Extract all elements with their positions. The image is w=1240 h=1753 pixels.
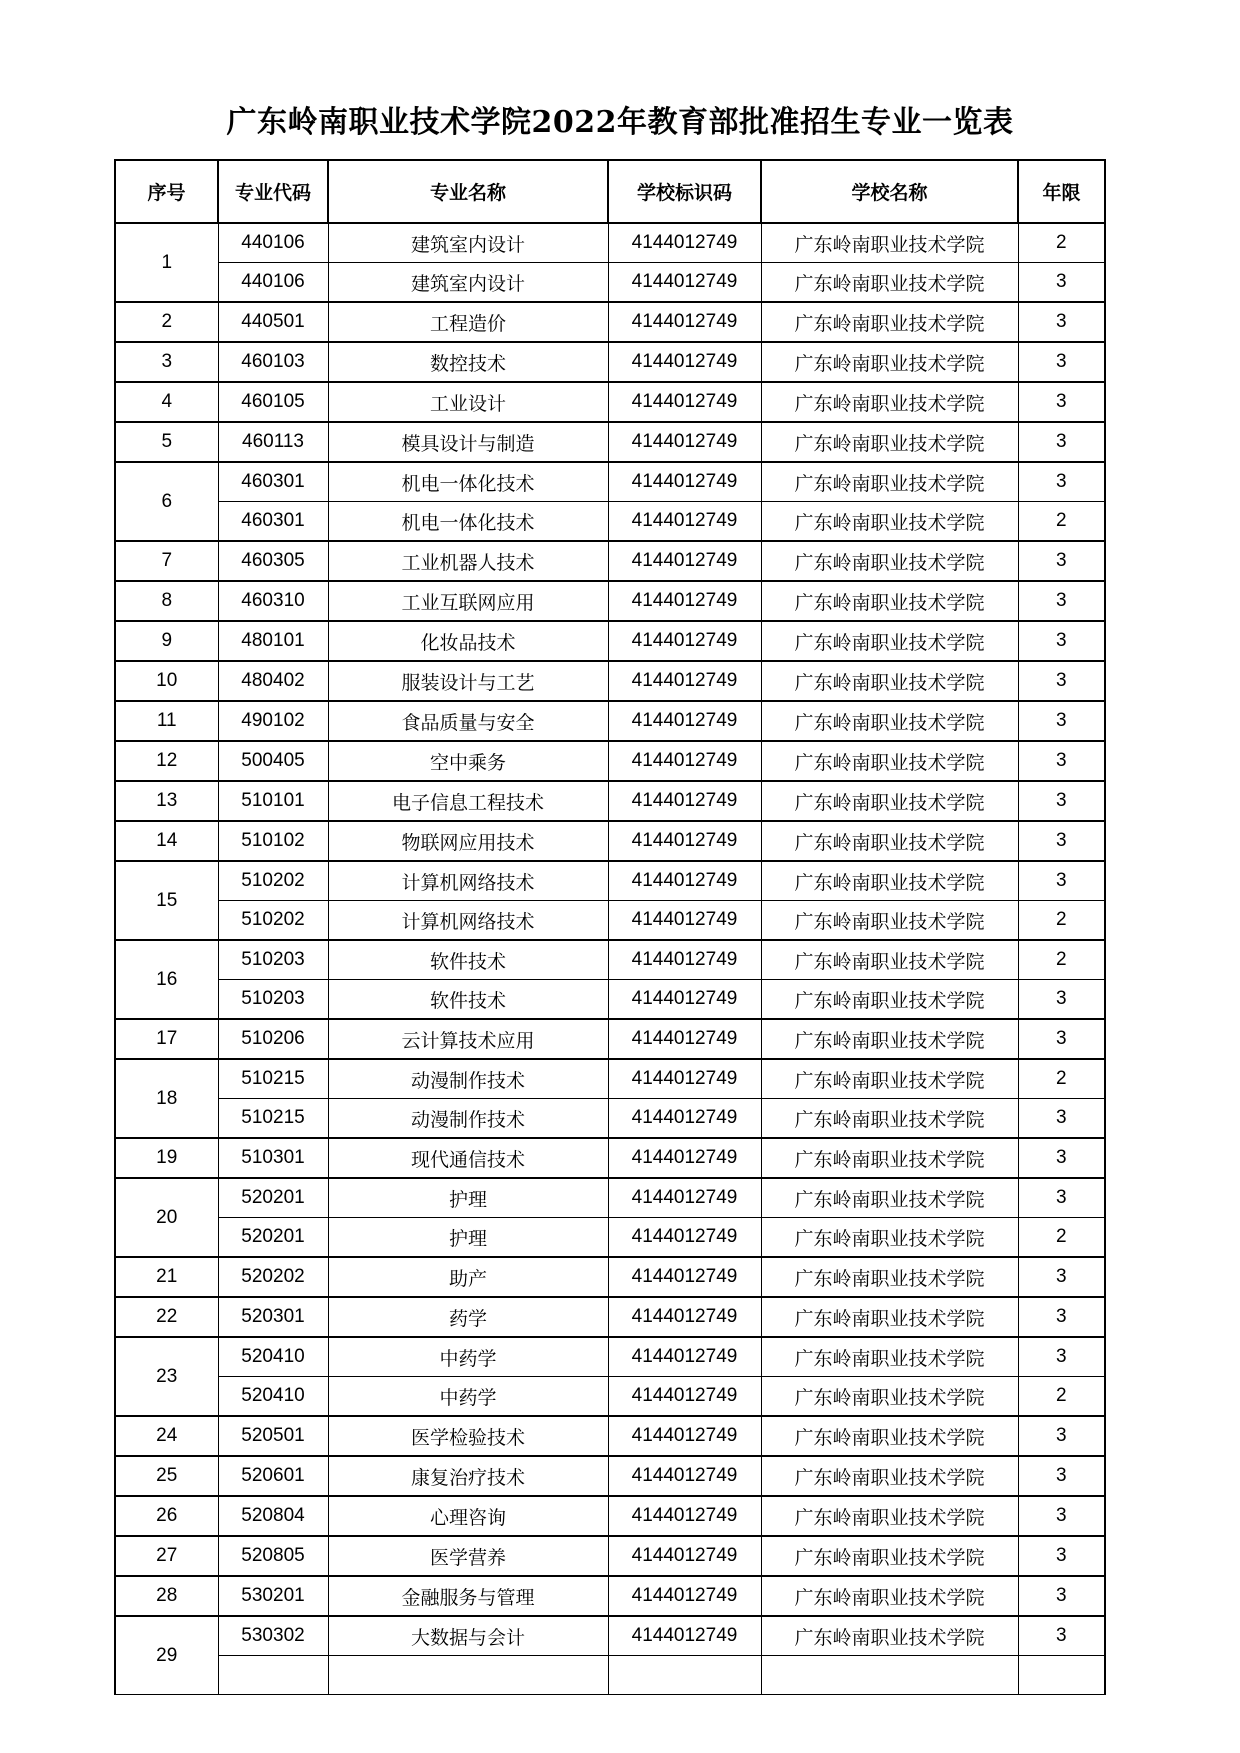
major-code-cell: 500405 xyxy=(218,741,328,781)
years-cell: 3 xyxy=(1018,980,1105,1020)
school-name-cell: 广东岭南职业技术学院 xyxy=(761,1416,1018,1456)
school-name-cell: 广东岭南职业技术学院 xyxy=(761,1337,1018,1377)
major-code-cell: 510202 xyxy=(218,861,328,901)
major-name-cell: 计算机网络技术 xyxy=(328,901,608,941)
header-major-name: 专业名称 xyxy=(328,160,608,223)
table-viewport xyxy=(114,159,1104,1666)
major-code-cell: 520410 xyxy=(218,1377,328,1417)
school-name-cell: 广东岭南职业技术学院 xyxy=(761,1297,1018,1337)
major-name-cell: 数控技术 xyxy=(328,342,608,382)
school-name-cell: 广东岭南职业技术学院 xyxy=(761,581,1018,621)
table-row xyxy=(115,1337,1105,1377)
years-cell: 3 xyxy=(1018,621,1105,661)
school-code-cell: 4144012749 xyxy=(608,1059,761,1099)
seq-cell: 2 xyxy=(115,302,218,342)
table-row xyxy=(115,1218,1105,1258)
years-cell: 3 xyxy=(1018,462,1105,502)
school-name-cell: 广东岭南职业技术学院 xyxy=(761,701,1018,741)
seq-cell: 24 xyxy=(115,1416,218,1456)
table-row xyxy=(115,1059,1105,1099)
major-name-cell: 空中乘务 xyxy=(328,741,608,781)
major-name-cell: 现代通信技术 xyxy=(328,1138,608,1178)
years-cell: 3 xyxy=(1018,1536,1105,1576)
major-name-cell: 护理 xyxy=(328,1218,608,1258)
years-cell: 3 xyxy=(1018,821,1105,861)
seq-cell: 4 xyxy=(115,382,218,422)
seq-cell: 1 xyxy=(115,223,218,302)
header-seq: 序号 xyxy=(115,160,218,223)
school-code-cell: 4144012749 xyxy=(608,581,761,621)
school-name-cell: 广东岭南职业技术学院 xyxy=(761,1496,1018,1536)
school-code-cell: 4144012749 xyxy=(608,1099,761,1139)
table-row xyxy=(115,462,1105,502)
school-code-cell: 4144012749 xyxy=(608,223,761,263)
school-code-cell: 4144012749 xyxy=(608,940,761,980)
major-name-cell: 建筑室内设计 xyxy=(328,223,608,263)
table-row xyxy=(115,661,1105,701)
school-code-cell: 4144012749 xyxy=(608,1576,761,1616)
seq-cell: 25 xyxy=(115,1456,218,1496)
major-name-cell: 药学 xyxy=(328,1297,608,1337)
school-name-cell: 广东岭南职业技术学院 xyxy=(761,741,1018,781)
years-cell: 3 xyxy=(1018,1138,1105,1178)
seq-cell: 8 xyxy=(115,581,218,621)
major-name-cell: 工业设计 xyxy=(328,382,608,422)
major-code-cell: 520201 xyxy=(218,1178,328,1218)
major-name-cell: 食品质量与安全 xyxy=(328,701,608,741)
major-code-cell: 510301 xyxy=(218,1138,328,1178)
header-school-code: 学校标识码 xyxy=(608,160,761,223)
years-cell: 2 xyxy=(1018,1218,1105,1258)
school-code-cell: 4144012749 xyxy=(608,502,761,542)
table-row xyxy=(115,1496,1105,1536)
major-code-cell: 510215 xyxy=(218,1099,328,1139)
major-name-cell: 金融服务与管理 xyxy=(328,1576,608,1616)
major-name-cell: 康复治疗技术 xyxy=(328,1456,608,1496)
table-row xyxy=(115,1456,1105,1496)
school-name-cell: 广东岭南职业技术学院 xyxy=(761,1178,1018,1218)
school-name-cell: 广东岭南职业技术学院 xyxy=(761,980,1018,1020)
seq-cell: 13 xyxy=(115,781,218,821)
school-code-cell: 4144012749 xyxy=(608,1377,761,1417)
major-name-cell: 医学营养 xyxy=(328,1536,608,1576)
seq-cell: 10 xyxy=(115,661,218,701)
table-row xyxy=(115,263,1105,303)
table-row xyxy=(115,901,1105,941)
years-cell: 3 xyxy=(1018,541,1105,581)
major-name-cell: 动漫制作技术 xyxy=(328,1059,608,1099)
seq-cell: 26 xyxy=(115,1496,218,1536)
years-cell: 2 xyxy=(1018,940,1105,980)
seq-cell: 14 xyxy=(115,821,218,861)
school-name-cell: 广东岭南职业技术学院 xyxy=(761,821,1018,861)
major-code-cell: 510102 xyxy=(218,821,328,861)
school-name-cell: 广东岭南职业技术学院 xyxy=(761,1456,1018,1496)
school-code-cell: 4144012749 xyxy=(608,861,761,901)
school-name-cell: 广东岭南职业技术学院 xyxy=(761,502,1018,542)
table-row xyxy=(115,1616,1105,1656)
major-code-cell: 520601 xyxy=(218,1456,328,1496)
school-name-cell: 广东岭南职业技术学院 xyxy=(761,1138,1018,1178)
major-name-cell: 中药学 xyxy=(328,1377,608,1417)
years-cell: 3 xyxy=(1018,422,1105,462)
school-name-cell: 广东岭南职业技术学院 xyxy=(761,1377,1018,1417)
major-name-cell: 医学检验技术 xyxy=(328,1416,608,1456)
seq-cell: 23 xyxy=(115,1337,218,1416)
years-cell: 3 xyxy=(1018,861,1105,901)
school-code-cell: 4144012749 xyxy=(608,1456,761,1496)
years-cell: 3 xyxy=(1018,1616,1105,1656)
major-code-cell: 520804 xyxy=(218,1496,328,1536)
table-body xyxy=(115,223,1105,1695)
seq-cell: 21 xyxy=(115,1257,218,1297)
years-cell: 3 xyxy=(1018,1178,1105,1218)
major-code-cell: 460305 xyxy=(218,541,328,581)
school-code-cell: 4144012749 xyxy=(608,1019,761,1059)
school-name-cell: 广东岭南职业技术学院 xyxy=(761,382,1018,422)
major-name-cell: 工程造价 xyxy=(328,302,608,342)
table-row xyxy=(115,701,1105,741)
seq-cell: 19 xyxy=(115,1138,218,1178)
school-code-cell: 4144012749 xyxy=(608,342,761,382)
major-code-cell: 480101 xyxy=(218,621,328,661)
seq-cell: 29 xyxy=(115,1616,218,1695)
major-name-cell: 动漫制作技术 xyxy=(328,1099,608,1139)
years-cell: 2 xyxy=(1018,1377,1105,1417)
school-code-cell: 4144012749 xyxy=(608,741,761,781)
major-code-cell: 530201 xyxy=(218,1576,328,1616)
years-cell: 3 xyxy=(1018,1576,1105,1616)
school-name-cell: 广东岭南职业技术学院 xyxy=(761,940,1018,980)
table-header-row xyxy=(115,160,1105,223)
school-code-cell: 4144012749 xyxy=(608,1138,761,1178)
years-cell: 2 xyxy=(1018,223,1105,263)
table-row xyxy=(115,302,1105,342)
major-code-cell: 440501 xyxy=(218,302,328,342)
major-name-cell: 软件技术 xyxy=(328,980,608,1020)
major-name-cell: 工业互联网应用 xyxy=(328,581,608,621)
school-name-cell: 广东岭南职业技术学院 xyxy=(761,661,1018,701)
school-name-cell: 广东岭南职业技术学院 xyxy=(761,263,1018,303)
school-name-cell xyxy=(761,1656,1018,1695)
major-table xyxy=(114,159,1106,1695)
table-row xyxy=(115,1297,1105,1337)
school-name-cell: 广东岭南职业技术学院 xyxy=(761,302,1018,342)
major-code-cell: 510215 xyxy=(218,1059,328,1099)
seq-cell: 6 xyxy=(115,462,218,541)
major-name-cell: 工业机器人技术 xyxy=(328,541,608,581)
major-code-cell: 510203 xyxy=(218,980,328,1020)
major-name-cell: 云计算技术应用 xyxy=(328,1019,608,1059)
years-cell: 2 xyxy=(1018,502,1105,542)
table-row xyxy=(115,382,1105,422)
major-name-cell: 机电一体化技术 xyxy=(328,502,608,542)
school-code-cell: 4144012749 xyxy=(608,1297,761,1337)
years-cell: 3 xyxy=(1018,1297,1105,1337)
major-code-cell: 440106 xyxy=(218,263,328,303)
seq-cell: 15 xyxy=(115,861,218,940)
seq-cell: 20 xyxy=(115,1178,218,1257)
school-name-cell: 广东岭南职业技术学院 xyxy=(761,901,1018,941)
school-code-cell: 4144012749 xyxy=(608,901,761,941)
years-cell: 2 xyxy=(1018,901,1105,941)
school-code-cell: 4144012749 xyxy=(608,1178,761,1218)
major-code-cell: 510203 xyxy=(218,940,328,980)
table-row xyxy=(115,1377,1105,1417)
seq-cell: 5 xyxy=(115,422,218,462)
major-name-cell: 模具设计与制造 xyxy=(328,422,608,462)
major-name-cell: 软件技术 xyxy=(328,940,608,980)
table-row xyxy=(115,1576,1105,1616)
school-code-cell: 4144012749 xyxy=(608,302,761,342)
school-code-cell: 4144012749 xyxy=(608,781,761,821)
table-row xyxy=(115,861,1105,901)
school-code-cell: 4144012749 xyxy=(608,821,761,861)
major-code-cell: 520805 xyxy=(218,1536,328,1576)
school-name-cell: 广东岭南职业技术学院 xyxy=(761,1257,1018,1297)
school-code-cell: 4144012749 xyxy=(608,422,761,462)
major-code-cell: 520410 xyxy=(218,1337,328,1377)
school-code-cell: 4144012749 xyxy=(608,1496,761,1536)
major-code-cell: 510202 xyxy=(218,901,328,941)
school-code-cell: 4144012749 xyxy=(608,263,761,303)
school-name-cell: 广东岭南职业技术学院 xyxy=(761,1616,1018,1656)
years-cell: 2 xyxy=(1018,1059,1105,1099)
school-name-cell: 广东岭南职业技术学院 xyxy=(761,223,1018,263)
table-row xyxy=(115,342,1105,382)
school-code-cell: 4144012749 xyxy=(608,541,761,581)
years-cell: 3 xyxy=(1018,1019,1105,1059)
major-code-cell: 520501 xyxy=(218,1416,328,1456)
school-name-cell: 广东岭南职业技术学院 xyxy=(761,1019,1018,1059)
seq-cell: 7 xyxy=(115,541,218,581)
table-row xyxy=(115,223,1105,263)
major-name-cell: 计算机网络技术 xyxy=(328,861,608,901)
major-code-cell: 460113 xyxy=(218,422,328,462)
table-row xyxy=(115,1099,1105,1139)
table-row xyxy=(115,1138,1105,1178)
header-major-code: 专业代码 xyxy=(218,160,328,223)
school-code-cell: 4144012749 xyxy=(608,1616,761,1656)
major-code-cell: 510206 xyxy=(218,1019,328,1059)
table-row xyxy=(115,781,1105,821)
school-code-cell: 4144012749 xyxy=(608,382,761,422)
major-code-cell: 460310 xyxy=(218,581,328,621)
table-row xyxy=(115,741,1105,781)
table-row xyxy=(115,502,1105,542)
seq-cell: 17 xyxy=(115,1019,218,1059)
school-code-cell: 4144012749 xyxy=(608,701,761,741)
school-name-cell: 广东岭南职业技术学院 xyxy=(761,462,1018,502)
table-row xyxy=(115,422,1105,462)
seq-cell: 12 xyxy=(115,741,218,781)
major-name-cell: 机电一体化技术 xyxy=(328,462,608,502)
major-name-cell: 服装设计与工艺 xyxy=(328,661,608,701)
school-name-cell: 广东岭南职业技术学院 xyxy=(761,1059,1018,1099)
table-row xyxy=(115,1416,1105,1456)
seq-cell: 9 xyxy=(115,621,218,661)
seq-cell: 22 xyxy=(115,1297,218,1337)
school-code-cell: 4144012749 xyxy=(608,661,761,701)
years-cell: 3 xyxy=(1018,1456,1105,1496)
table-row xyxy=(115,621,1105,661)
school-code-cell xyxy=(608,1656,761,1695)
school-code-cell: 4144012749 xyxy=(608,1257,761,1297)
school-code-cell: 4144012749 xyxy=(608,980,761,1020)
years-cell: 3 xyxy=(1018,382,1105,422)
years-cell: 3 xyxy=(1018,581,1105,621)
major-name-cell xyxy=(328,1656,608,1695)
major-code-cell: 520201 xyxy=(218,1218,328,1258)
school-code-cell: 4144012749 xyxy=(608,1416,761,1456)
table-row xyxy=(115,1019,1105,1059)
seq-cell: 18 xyxy=(115,1059,218,1138)
table-row xyxy=(115,541,1105,581)
school-name-cell: 广东岭南职业技术学院 xyxy=(761,541,1018,581)
major-code-cell: 530302 xyxy=(218,1616,328,1656)
seq-cell: 11 xyxy=(115,701,218,741)
major-code-cell: 460105 xyxy=(218,382,328,422)
seq-cell: 28 xyxy=(115,1576,218,1616)
years-cell: 3 xyxy=(1018,781,1105,821)
major-code-cell: 480402 xyxy=(218,661,328,701)
years-cell: 3 xyxy=(1018,1416,1105,1456)
table-row xyxy=(115,1257,1105,1297)
major-code-cell: 520301 xyxy=(218,1297,328,1337)
major-code-cell: 460301 xyxy=(218,502,328,542)
major-code-cell: 460103 xyxy=(218,342,328,382)
major-code-cell: 520202 xyxy=(218,1257,328,1297)
seq-cell: 3 xyxy=(115,342,218,382)
major-name-cell: 建筑室内设计 xyxy=(328,263,608,303)
years-cell xyxy=(1018,1656,1105,1695)
school-code-cell: 4144012749 xyxy=(608,1337,761,1377)
major-code-cell: 510101 xyxy=(218,781,328,821)
header-years: 年限 xyxy=(1018,160,1105,223)
school-name-cell: 广东岭南职业技术学院 xyxy=(761,781,1018,821)
school-name-cell: 广东岭南职业技术学院 xyxy=(761,621,1018,661)
school-name-cell: 广东岭南职业技术学院 xyxy=(761,422,1018,462)
major-name-cell: 中药学 xyxy=(328,1337,608,1377)
years-cell: 3 xyxy=(1018,342,1105,382)
major-name-cell: 物联网应用技术 xyxy=(328,821,608,861)
major-name-cell: 助产 xyxy=(328,1257,608,1297)
school-code-cell: 4144012749 xyxy=(608,1536,761,1576)
years-cell: 3 xyxy=(1018,741,1105,781)
school-code-cell: 4144012749 xyxy=(608,621,761,661)
years-cell: 3 xyxy=(1018,1099,1105,1139)
major-code-cell: 460301 xyxy=(218,462,328,502)
major-code-cell xyxy=(218,1656,328,1695)
table-row xyxy=(115,821,1105,861)
school-name-cell: 广东岭南职业技术学院 xyxy=(761,1536,1018,1576)
years-cell: 3 xyxy=(1018,263,1105,303)
seq-cell: 16 xyxy=(115,940,218,1019)
years-cell: 3 xyxy=(1018,661,1105,701)
school-name-cell: 广东岭南职业技术学院 xyxy=(761,1218,1018,1258)
major-name-cell: 护理 xyxy=(328,1178,608,1218)
school-code-cell: 4144012749 xyxy=(608,1218,761,1258)
years-cell: 3 xyxy=(1018,701,1105,741)
years-cell: 3 xyxy=(1018,1496,1105,1536)
school-code-cell: 4144012749 xyxy=(608,462,761,502)
major-name-cell: 电子信息工程技术 xyxy=(328,781,608,821)
school-name-cell: 广东岭南职业技术学院 xyxy=(761,1099,1018,1139)
major-code-cell: 490102 xyxy=(218,701,328,741)
major-code-cell: 440106 xyxy=(218,223,328,263)
table-row xyxy=(115,1656,1105,1695)
table-row xyxy=(115,940,1105,980)
school-name-cell: 广东岭南职业技术学院 xyxy=(761,861,1018,901)
years-cell: 3 xyxy=(1018,1257,1105,1297)
table-row xyxy=(115,1536,1105,1576)
school-name-cell: 广东岭南职业技术学院 xyxy=(761,1576,1018,1616)
seq-cell: 27 xyxy=(115,1536,218,1576)
table-row xyxy=(115,980,1105,1020)
table-row xyxy=(115,581,1105,621)
header-school-name: 学校名称 xyxy=(761,160,1018,223)
school-name-cell: 广东岭南职业技术学院 xyxy=(761,342,1018,382)
major-name-cell: 大数据与会计 xyxy=(328,1616,608,1656)
page-title: 广东岭南职业技术学院2022年教育部批准招生专业一览表 xyxy=(226,105,1014,140)
major-name-cell: 心理咨询 xyxy=(328,1496,608,1536)
years-cell: 3 xyxy=(1018,1337,1105,1377)
years-cell: 3 xyxy=(1018,302,1105,342)
table-row xyxy=(115,1178,1105,1218)
major-name-cell: 化妆品技术 xyxy=(328,621,608,661)
